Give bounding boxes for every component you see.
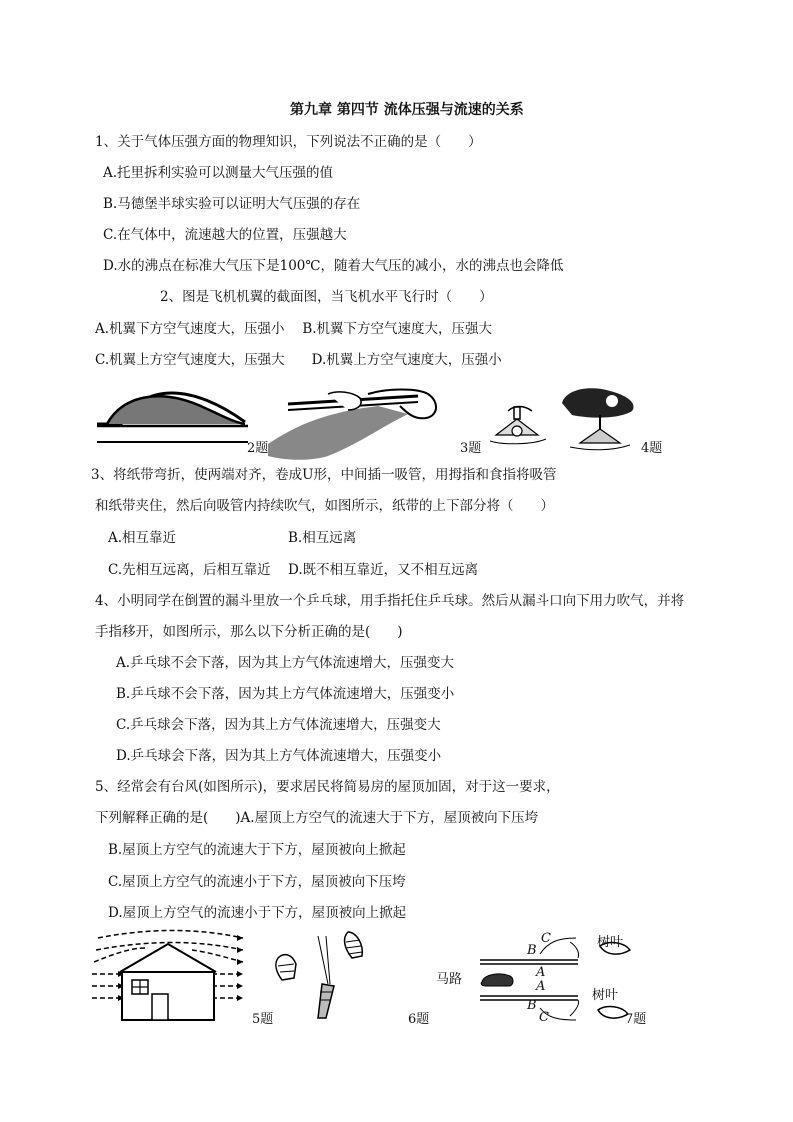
question-3-stem-line1: 3、将纸带弯折，使两端对齐，卷成U形，中间插一吸管，用拇指和食指将吸管 (91, 467, 557, 483)
figure-7-leaf-top-label: 树叶 (597, 935, 624, 950)
figure-3-paper-strip (268, 384, 458, 459)
figure-7-label-b-top: B (527, 943, 537, 958)
question-4-option-c: C.乒乓球会下落，因为其上方气体流速增大，压强变大 (116, 717, 441, 733)
figure-7-leaf-bottom-label: 树叶 (592, 988, 619, 1003)
figure-6-boats (272, 928, 372, 1028)
question-1-option-c: C.在气体中，流速越大的位置，压强越大 (103, 227, 347, 243)
question-2-options-ab: A.机翼下方空气速度大，压强小 B.机翼下方空气速度大，压强大 (95, 321, 493, 337)
figure-7-label-c-bottom: C (539, 1010, 549, 1025)
figure-6-caption: 6题 (408, 1012, 430, 1027)
question-5-option-c: C.屋顶上方空气的流速小于下方，屋顶被向下压垮 (108, 874, 406, 890)
question-3-option-b: B.相互远离 (288, 530, 357, 546)
figure-5-house-wind (88, 928, 253, 1024)
question-5-option-d: D.屋顶上方空气的流速小于下方，屋顶被向上掀起 (108, 905, 407, 921)
question-5-stem-line2: 下列解释正确的是( )A.屋顶上方空气的流速大于下方，屋顶被向下压垮 (95, 810, 539, 826)
figure-4-ping-pong (560, 385, 642, 455)
question-3-option-a: A.相互靠近 (108, 530, 177, 546)
question-2-stem: 2、图是飞机机翼的截面图，当飞机水平飞行时（ ） (160, 289, 493, 305)
figure-5-caption: 5题 (252, 1012, 274, 1027)
figure-2-caption: 2题 (247, 441, 269, 456)
figure-4-caption: 4题 (641, 441, 663, 456)
question-3-option-c: C.先相互远离，后相互靠近 (108, 562, 271, 578)
question-4-option-d: D.乒乓球会下落，因为其上方气体流速增大，压强变小 (116, 748, 442, 764)
page-title: 第九章 第四节 流体压强与流速的关系 (290, 102, 524, 118)
figure-3-caption: 3题 (460, 441, 482, 456)
figure-7-road-label: 马路 (436, 972, 463, 987)
figure-3-funnel (488, 405, 553, 450)
figure-2-wing (93, 382, 253, 457)
question-1-option-a: A.托里拆利实验可以测量大气压强的值 (103, 165, 334, 181)
question-4-stem-line1: 4、小明同学在倒置的漏斗里放一个乒乓球，用手指托住乒乓球。然后从漏斗口向下用力吹气，并将 (95, 593, 685, 609)
question-3-option-d: D.既不相互靠近，又不相互远离 (288, 562, 479, 578)
question-5-stem-line1: 5、经常会有台风(如图所示)，要求居民将简易房的屋顶加固，对于这一要求， (95, 779, 560, 795)
question-1-option-b: B.马德堡半球实验可以证明大气压强的存在 (103, 196, 361, 212)
question-4-option-b: B.乒乓球不会下落，因为其上方气体流速增大，压强变小 (116, 686, 455, 702)
figure-7-label-a-bottom: A (536, 979, 546, 994)
question-1-option-d: D.水的沸点在标准大气压下是100℃，随着大气压的减小，水的沸点也会降低 (103, 258, 564, 274)
figure-7-label-c-top: C (541, 931, 551, 946)
question-1-stem: 1、关于气体压强方面的物理知识，下列说法不正确的是（ ） (95, 134, 482, 150)
question-5-option-b: B.屋顶上方空气的流速大于下方，屋顶被向上掀起 (108, 842, 406, 858)
question-3-stem-line2: 和纸带夹住，然后向吸管内持续吹气，如图所示，纸带的上下部分将（ ） (95, 498, 554, 514)
question-4-option-a: A.乒乓球不会下落，因为其上方气体流速增大，压强变大 (116, 655, 455, 671)
question-2-options-cd: C.机翼上方空气速度大，压强大 D.机翼上方空气速度大，压强小 (95, 352, 502, 368)
figure-7-label-a-top: A (536, 965, 546, 980)
question-4-stem-line2: 手指移开，如图所示，那么以下分析正确的是( ) (95, 624, 403, 640)
figure-7-label-b-bottom: B (527, 998, 537, 1013)
figure-7-caption: 7题 (625, 1012, 647, 1027)
